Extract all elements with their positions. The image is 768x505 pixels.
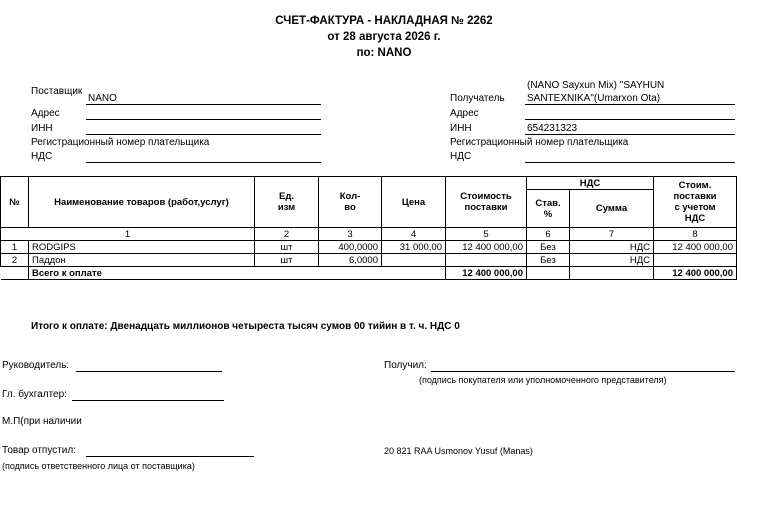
header-qty: Кол- во xyxy=(319,177,382,228)
recipient-nds-label: НДС xyxy=(450,151,472,162)
col-number: 2 xyxy=(255,228,319,241)
row-unit: шт xyxy=(255,254,319,267)
header-unit: Ед. изм xyxy=(255,177,319,228)
total-label: Всего к оплате xyxy=(29,267,446,280)
supplier-nds-label: НДС xyxy=(31,151,53,162)
row-unit: шт xyxy=(255,241,319,254)
total-spacer xyxy=(1,267,29,280)
header-price: Цена xyxy=(382,177,446,228)
recipient-name-line xyxy=(525,104,735,105)
row-cost xyxy=(446,254,527,267)
recipient-inn-value: 654231323 xyxy=(527,123,578,134)
header-nds: НДС xyxy=(527,177,654,190)
document-date: от 28 августа 2026 г. xyxy=(327,31,441,43)
total-cost: 12 400 000,00 xyxy=(446,267,527,280)
received-label: Получил: xyxy=(384,360,427,371)
proxy-info: 20 821 RAA Usmonov Yusuf (Manas) xyxy=(384,446,533,456)
total-rate xyxy=(527,267,570,280)
header-name: Наименование товаров (работ,услуг) xyxy=(29,177,255,228)
received-hint: (подпись покупателя или уполномоченного представителя) xyxy=(419,375,667,385)
director-label: Руководитель: xyxy=(2,360,70,371)
supplier-inn-label: ИНН xyxy=(31,123,53,134)
row-cost: 12 400 000,00 xyxy=(446,241,527,254)
header-total: Стоим. поставки с учетом НДС xyxy=(654,177,737,228)
accountant-label: Гл. бухгалтер: xyxy=(2,389,67,400)
total-sum xyxy=(570,267,654,280)
supplier-inn-line xyxy=(86,134,321,135)
released-hint: (подпись ответственного лица от поставщика) xyxy=(2,461,195,471)
row-price xyxy=(382,254,446,267)
received-signature-line xyxy=(431,371,735,372)
document-title: СЧЕТ-ФАКТУРА - НАКЛАДНАЯ № 2262 xyxy=(275,15,493,27)
recipient-nds-line xyxy=(525,162,735,163)
recipient-address-label: Адрес xyxy=(450,108,479,119)
col-number: 7 xyxy=(570,228,654,241)
released-signature-line xyxy=(86,456,254,457)
supplier-label: Поставщик xyxy=(31,86,83,97)
table-row xyxy=(1,241,737,254)
header-sum: Сумма xyxy=(570,190,654,228)
total-with-nds: 12 400 000,00 xyxy=(654,267,737,280)
row-name: RODGIPS xyxy=(29,241,255,254)
row-sum: НДС xyxy=(570,241,654,254)
row-total: 12 400 000,00 xyxy=(654,241,737,254)
column-numbers-row xyxy=(1,228,737,241)
supplier-reg-label: Регистрационный номер плательщика xyxy=(31,137,210,148)
row-name: Паддон xyxy=(29,254,255,267)
row-sum: НДС xyxy=(570,254,654,267)
document-by: по: NANO xyxy=(356,47,412,59)
header-cost: Стоимость поставки xyxy=(446,177,527,228)
table-row xyxy=(1,254,737,267)
header-num: № xyxy=(1,177,29,228)
supplier-address-line xyxy=(86,119,321,120)
col-number: 1 xyxy=(1,228,255,241)
recipient-name-line1: (NANO Sayxun Mix) "SAYHUN xyxy=(527,80,665,91)
items-table xyxy=(0,176,737,280)
total-row xyxy=(1,267,737,280)
col-number: 5 xyxy=(446,228,527,241)
supplier-nds-line xyxy=(86,162,321,163)
supplier-name: NANO xyxy=(88,93,117,104)
total-in-words: Итого к оплате: Двенадцать миллионов четыреста тысяч сумов 00 тийин в т. ч. НДС 0 xyxy=(31,321,460,332)
row-qty: 400,0000 xyxy=(319,241,382,254)
recipient-reg-label: Регистрационный номер плательщика xyxy=(450,137,629,148)
supplier-address-label: Адрес xyxy=(31,108,60,119)
col-number: 4 xyxy=(382,228,446,241)
header-rate: Став. % xyxy=(527,190,570,228)
stamp-label: М.П(при наличии xyxy=(2,416,82,427)
row-num: 1 xyxy=(1,241,29,254)
row-qty: 6,0000 xyxy=(319,254,382,267)
row-rate: Без xyxy=(527,241,570,254)
recipient-name-line2: SANTEXNIKA"(Umarxon Ota) xyxy=(527,93,661,104)
recipient-inn-line xyxy=(525,134,735,135)
supplier-name-line xyxy=(86,104,321,105)
accountant-signature-line xyxy=(72,400,224,401)
released-label: Товар отпустил: xyxy=(2,445,76,456)
director-signature-line xyxy=(76,371,222,372)
row-num: 2 xyxy=(1,254,29,267)
col-number: 3 xyxy=(319,228,382,241)
col-number: 8 xyxy=(654,228,737,241)
recipient-label: Получатель xyxy=(450,93,505,104)
recipient-address-line xyxy=(525,119,735,120)
col-number: 6 xyxy=(527,228,570,241)
recipient-inn-label: ИНН xyxy=(450,123,472,134)
row-rate: Без xyxy=(527,254,570,267)
row-total xyxy=(654,254,737,267)
row-price: 31 000,00 xyxy=(382,241,446,254)
